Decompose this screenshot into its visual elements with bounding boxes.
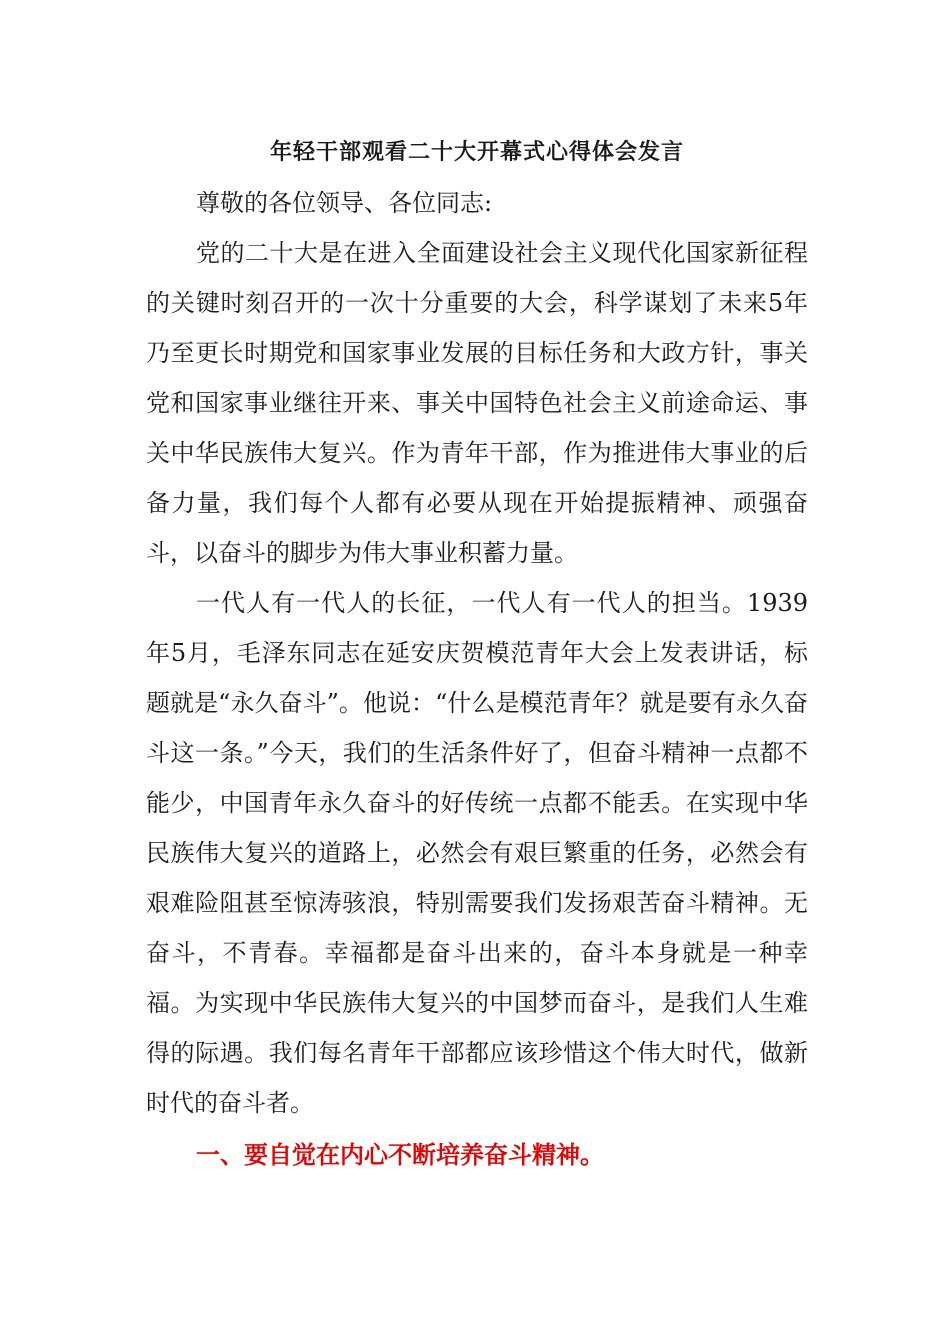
- paragraph-2: 一代人有一代人的长征，一代人有一代人的担当。1939年5月，毛泽东同志在延安庆贺模范青年大会上发表讲话，标题就是“永久奋斗”。他说：“什么是模范青年？就是要有永久奋斗这一条。”今天，我们的生活条件好了，但奋斗精神一点都不能少，中国青年永久奋斗的好传统一点都不能丢。在实现中华民族伟大复兴的道路上，必然会有艰巨繁重的任务，必然会有艰难险阻甚至惊涛骇浪，特别需要我们发扬艰苦奋斗精神。无奋斗，不青春。幸福都是奋斗出来的，奋斗本身就是一种幸福。为实现中华民族伟大复兴的中国梦而奋斗，是我们人生难得的际遇。我们每名青年干部都应该珍惜这个伟大时代，做新时代的奋斗者。: [146, 589, 808, 1117]
- document-title: 年轻干部观看二十大开幕式心得体会发言: [269, 140, 684, 165]
- paragraph-1: 党的二十大是在进入全面建设社会主义现代化国家新征程的关键时刻召开的一次十分重要的大会，科学谋划了未来5年乃至更长时期党和国家事业发展的目标任务和大政方针，事关党和国家事业继往开来、事关中国特色社会主义前途命运、事关中华民族伟大复兴。作为青年干部，作为推进伟大事业的后备力量，我们每个人都有必要从现在开始提振精神、顽强奋斗，以奋斗的脚步为伟大事业积蓄力量。: [146, 239, 808, 567]
- document-page: [146, 128, 808, 1180]
- salutation: 尊敬的各位领导、各位同志:: [196, 189, 493, 217]
- section-heading: 一、要自觉在内心不断培养奋斗精神。: [196, 1141, 604, 1169]
